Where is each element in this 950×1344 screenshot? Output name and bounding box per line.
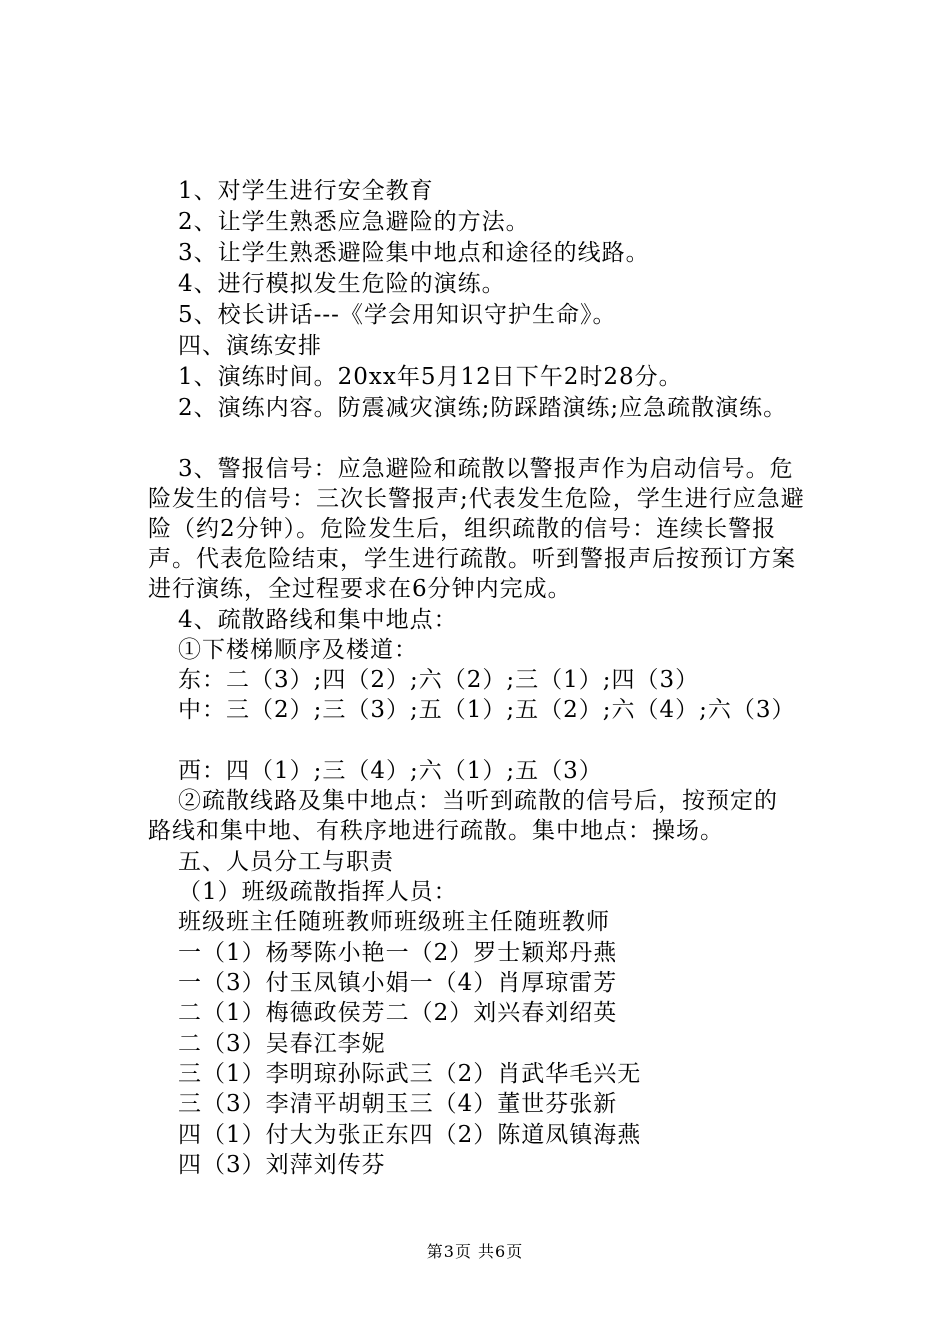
route-middle: 中：三（2）;三（3）;五（1）;五（2）;六（4）;六（3）: [178, 697, 796, 723]
item-gathering-route: 3、让学生熟悉避险集中地点和途径的线路。: [178, 240, 650, 266]
staff-row: 一（3）付玉凤镇小娟一（4）肖厚琼雷芳: [178, 970, 618, 996]
staff-row: 三（3）李清平胡朝玉三（4）董世芬张新: [178, 1091, 618, 1117]
routes-heading: 4、疏散路线和集中地点：: [178, 607, 458, 633]
stair-order-heading: ①下楼梯顺序及楼道：: [178, 637, 418, 663]
item-principal-speech: 5、校长讲话---《学会用知识守护生命》。: [178, 302, 617, 328]
staff-row: 四（3）刘萍刘传芬: [178, 1152, 386, 1178]
item-simulation: 4、进行模拟发生危险的演练。: [178, 271, 506, 297]
alarm-paragraph-line: 声。代表危险结束，学生进行疏散。听到警报声后按预订方案: [148, 546, 796, 572]
route-west: 西：四（1）;三（4）;六（1）;五（3）: [178, 758, 603, 784]
page-footer: 第3页 共6页: [426, 1242, 524, 1261]
alarm-paragraph-line: 进行演练，全过程要求在6分钟内完成。: [148, 576, 572, 602]
alarm-paragraph-line: 险（约2分钟）。危险发生后，组织疏散的信号：连续长警报: [148, 516, 777, 542]
drill-content: 2、演练内容。防震减灾演练;防踩踏演练;应急疏散演练。: [178, 395, 788, 421]
section-heading-staff: 五、人员分工与职责: [178, 849, 394, 875]
route-text-line: 路线和集中地、有秩序地进行疏散。集中地点：操场。: [148, 818, 724, 844]
section-heading-drill: 四、演练安排: [178, 333, 322, 359]
staff-row: 四（1）付大为张正东四（2）陈道凤镇海燕: [178, 1122, 642, 1148]
drill-time: 1、演练时间。20xx年5月12日下午2时28分。: [178, 364, 683, 390]
route-text-line: ②疏散线路及集中地点：当听到疏散的信号后，按预定的: [178, 788, 778, 814]
staff-row: 一（1）杨琴陈小艳一（2）罗士颖郑丹燕: [178, 940, 618, 966]
staff-row: 二（3）吴春江李妮: [178, 1031, 386, 1057]
staff-row: 二（1）梅德政侯芳二（2）刘兴春刘绍英: [178, 1000, 618, 1026]
item-emergency-method: 2、让学生熟悉应急避险的方法。: [178, 209, 530, 235]
item-safety-education: 1、对学生进行安全教育: [178, 178, 434, 204]
alarm-paragraph-line: 3、警报信号：应急避险和疏散以警报声作为启动信号。危: [178, 456, 794, 482]
route-east: 东：二（3）;四（2）;六（2）;三（1）;四（3）: [178, 667, 700, 693]
class-commanders-heading: （1）班级疏散指挥人员：: [178, 879, 458, 905]
staff-table-header: 班级班主任随班教师班级班主任随班教师: [178, 909, 610, 935]
alarm-paragraph-line: 险发生的信号：三次长警报声;代表发生危险，学生进行应急避: [148, 486, 805, 512]
staff-row: 三（1）李明琼孙际武三（2）肖武华毛兴无: [178, 1061, 642, 1087]
